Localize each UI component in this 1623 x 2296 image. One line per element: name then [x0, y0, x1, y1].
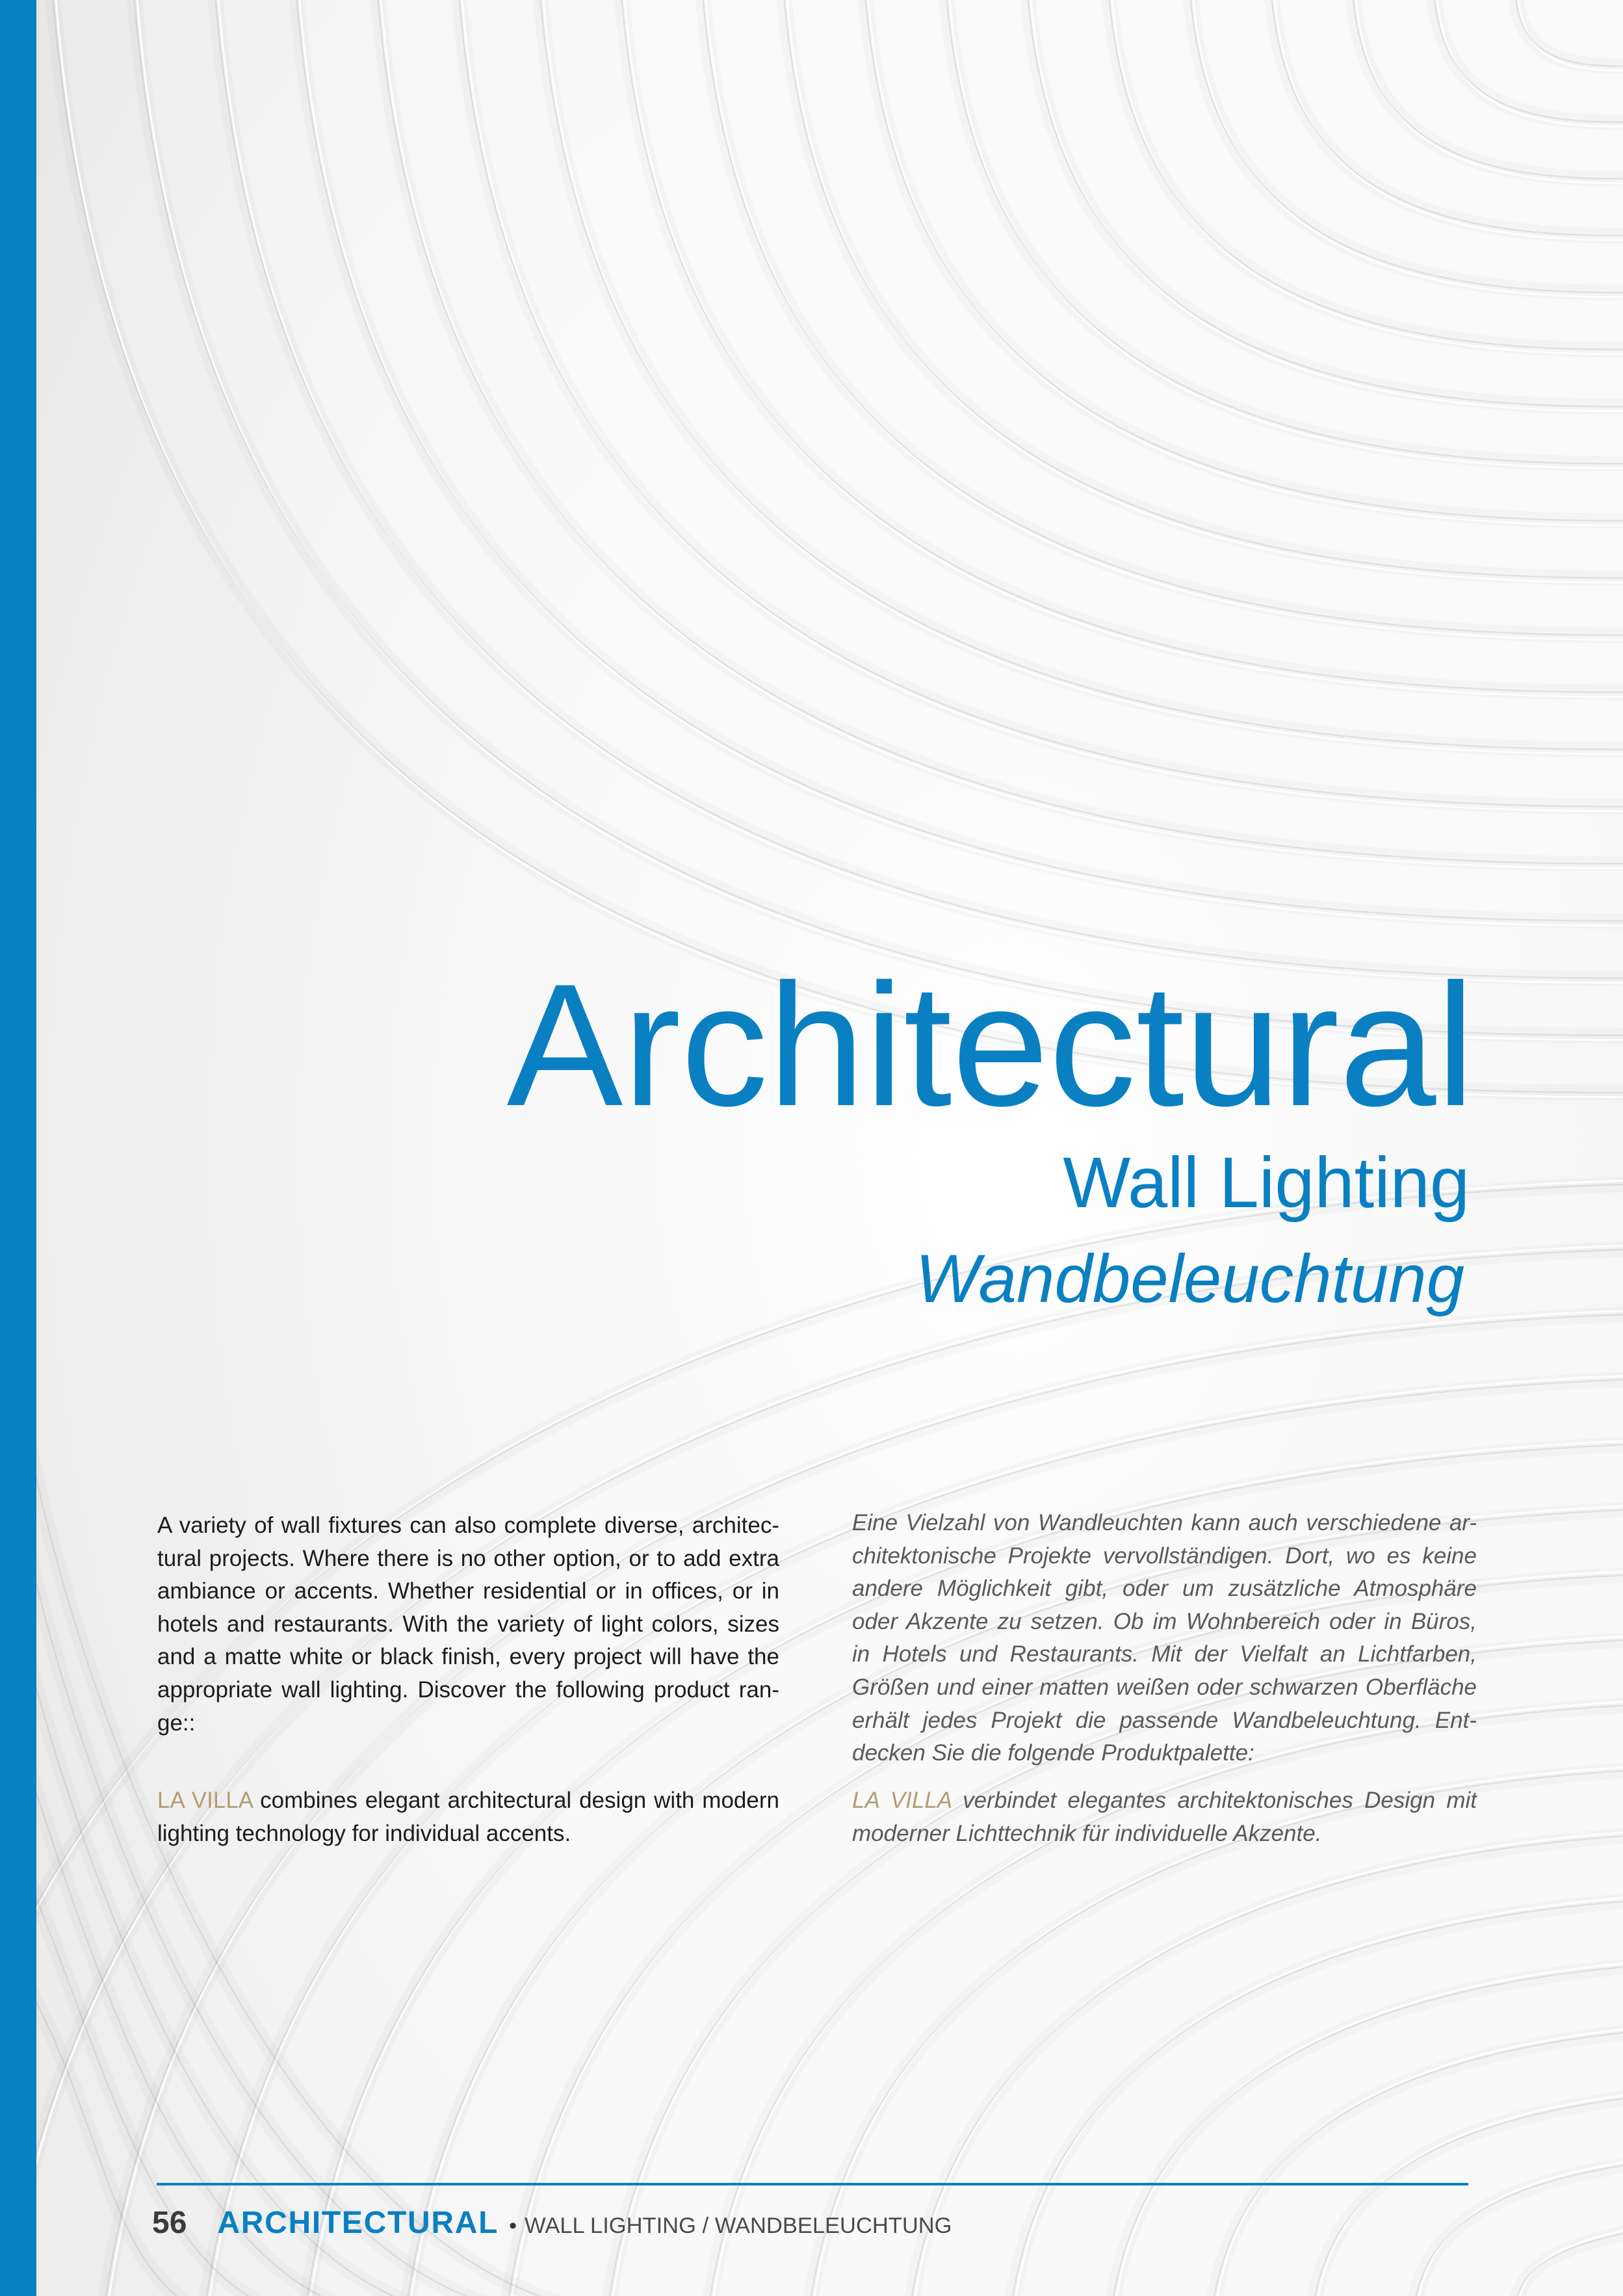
text-line: Eine Vielzahl von Wandleuchten kann auch verschiedene ar-	[852, 1510, 1477, 1535]
text-line: chitektonische Projekte vervollständigen. Dort, wo es keine	[852, 1543, 1477, 1569]
page-title: Architectural	[506, 947, 1475, 1142]
text-line: ambiance or accents. Whether residential or in offices, or in	[157, 1578, 779, 1604]
brand-description: combines elegant architectural design with modern	[260, 1788, 779, 1813]
text-line: ge::	[157, 1710, 196, 1736]
brand-text-english	[157, 1784, 779, 1850]
page-number: 56	[152, 2206, 187, 2240]
footer-divider	[157, 2183, 1468, 2185]
text-line: moderner Lichttechnik für individuelle Akzente.	[852, 1820, 1322, 1846]
footer-separator: •	[509, 2213, 517, 2238]
text-line: erhält jedes Projekt die passende Wandbeleuchtung. Ent-	[852, 1707, 1477, 1733]
side-accent-bar	[0, 0, 36, 2296]
footer-section-title: ARCHITECTURAL	[217, 2206, 499, 2240]
subtitle-german: Wandbeleuchtung	[915, 1241, 1464, 1317]
text-line: in Hotels und Restaurants. Mit der Vielfalt an Lichtfarben,	[852, 1641, 1477, 1667]
footer-subtitle: WALL LIGHTING / WANDBELEUCHTUNG	[525, 2213, 952, 2238]
text-line: Größen und einer matten weißen oder schwarzen Oberfläche	[852, 1674, 1477, 1700]
brand-text-german	[852, 1784, 1477, 1850]
text-line: hotels and restaurants. With the variety of light colors, sizes	[157, 1611, 779, 1637]
text-line: decken Sie die folgende Produktpalette:	[852, 1740, 1254, 1766]
brand-description: verbindet elegantes architektonisches Design mit	[963, 1788, 1477, 1813]
text-line	[852, 1784, 1477, 1818]
text-line: andere Möglichkeit gibt, oder um zusätzliche Atmosphäre	[852, 1576, 1477, 1602]
text-line: A variety of wall fixtures can also complete diverse, architec-	[157, 1513, 779, 1538]
text-line: tural projects. Where there is no other option, or to add extra	[157, 1545, 779, 1571]
text-line: lighting technology for individual accents.	[157, 1820, 571, 1846]
intro-text-english	[157, 1509, 779, 1740]
brand-name: LA VILLA	[852, 1788, 952, 1813]
text-line	[157, 1784, 779, 1818]
footer	[152, 2208, 952, 2239]
text-line: appropriate wall lighting. Discover the following product ran-	[157, 1676, 779, 1702]
text-line: and a matte white or black finish, every project will have the	[157, 1644, 779, 1670]
text-line: oder Akzente zu setzen. Ob im Wohnbereich oder in Büros,	[852, 1608, 1477, 1634]
brand-name: LA VILLA	[157, 1788, 253, 1813]
intro-text-german	[852, 1507, 1477, 1770]
subtitle-english: Wall Lighting	[1063, 1143, 1470, 1223]
